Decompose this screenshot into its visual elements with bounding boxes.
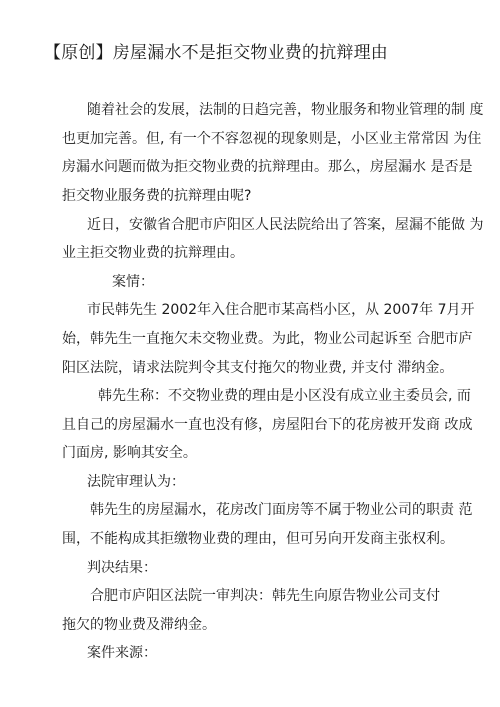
- section-heading: 案情：: [112, 274, 154, 290]
- paragraph-line: 也更加完善。但, 有一个不容忽视的现象则是，小区业主常常因 为住: [62, 131, 482, 147]
- paragraph-line: 合肥市庐阳区法院一审判决：韩先生向原告物业公司支付: [90, 588, 440, 604]
- section-heading: 判决结果：: [87, 560, 157, 576]
- paragraph-line: 拒交物业服务费的抗辩理由呢?: [62, 188, 252, 204]
- paragraph-line: 房漏水问题而做为拒交物业费的抗辩理由。那么，房屋漏水 是否是: [62, 159, 473, 175]
- paragraph-line: 韩先生称：不交物业费的理由是小区没有成立业主委员会, 而: [98, 388, 471, 404]
- paragraph-line: 围，不能构成其拒缴物业费的理由，但可另向开发商主张权利。: [62, 531, 454, 547]
- paragraph-line: 拖欠的物业费及滞纳金。: [62, 617, 216, 633]
- paragraph-line: 韩先生的房屋漏水，花房改门面房等不属于物业公司的职责 范: [90, 502, 473, 518]
- paragraph-line: 始，韩先生一直拖欠未交物业费。为此，物业公司起诉至 合肥市庐: [62, 331, 473, 347]
- document-title: 【原创】房屋漏水不是拒交物业费的抗辩理由: [44, 43, 388, 63]
- paragraph-line: 近日，安徽省合肥市庐阳区人民法院给出了答案，屋漏不能做 为: [87, 217, 484, 233]
- section-heading: 案件来源：: [87, 645, 157, 661]
- paragraph-line: 阳区法院，请求法院判令其支付拖欠的物业费, 并支付 滞纳金。: [62, 360, 454, 376]
- paragraph-line: 市民韩先生 2002年入住合肥市某高档小区，从 2007年 7月开: [87, 302, 475, 318]
- paragraph-line: 且自己的房屋漏水一直也没有修，房屋阳台下的花房被开发商 改成: [62, 417, 473, 433]
- paragraph-line: 随着社会的发展，法制的日趋完善，物业服务和物业管理的制 度: [87, 102, 484, 118]
- paragraph-line: 门面房, 影响其安全。: [62, 445, 197, 461]
- section-heading: 法院审理认为：: [87, 474, 185, 490]
- paragraph-line: 业主拒交物业费的抗辩理由。: [62, 245, 244, 261]
